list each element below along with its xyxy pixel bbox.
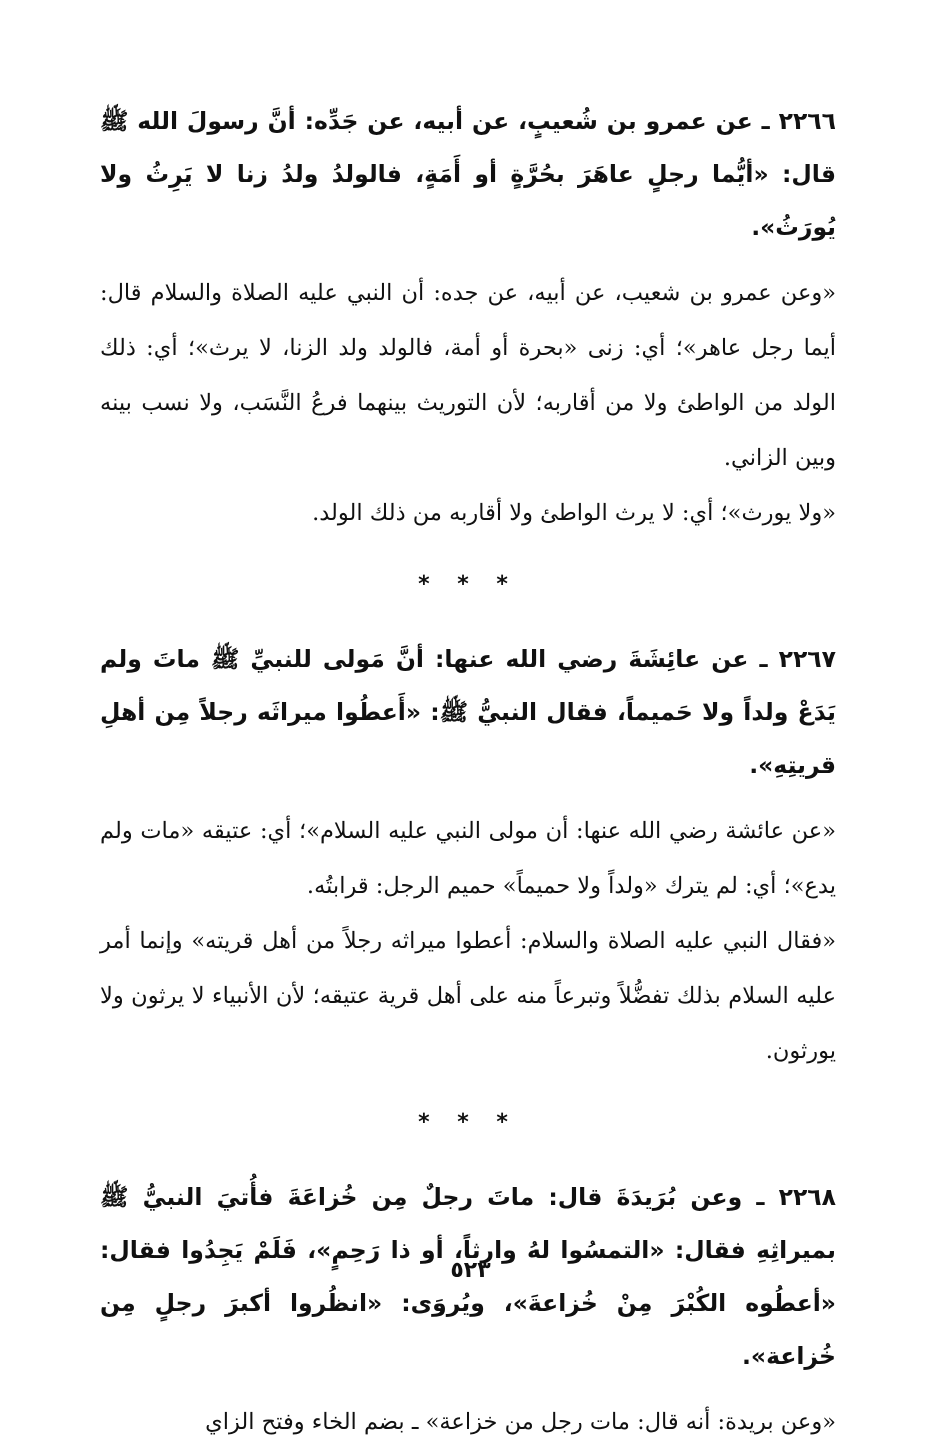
section-2266 xyxy=(100,95,836,541)
section-separator: * * * xyxy=(418,1110,518,1135)
hadith-text: ٢٢٦٨ ـ وعن بُرَيدَةَ قال: ماتَ رجلٌ مِن خُزاعَةَ فأُتيَ النبيُّ ﷺ بميراثِهِ فقال: «التمسُوا لهُ وارثاً، أو ذا رَحِمٍ»، فَلَمْ يَجِدُوا فقال: «أعطُوه الكُبْرَ مِنْ خُزاعةَ»، ويُروَى: «انظُروا أكبرَ رجلٍ مِن خُزاعة». xyxy=(100,1183,836,1370)
commentary-paragraph: «ولا يورث»؛ أي: لا يرث الواطئ ولا أقاربه من ذلك الولد. xyxy=(312,500,836,526)
commentary-paragraph: «عن عائشة رضي الله عنها: أن مولى النبي عليه السلام»؛ أي: عتيقه «مات ولم يدع»؛ أي: لم يترك «ولداً ولا حميماً» حميم الرجل: قرابتُه. xyxy=(100,818,836,899)
hadith-text: ٢٢٦٦ ـ عن عمرو بن شُعيبٍ، عن أبيه، عن جَدِّه: أنَّ رسولَ الله ﷺ قال: «أيُّما رجلٍ عاهَرَ بحُرَّةٍ أو أَمَةٍ، فالولدُ ولدُ زنا لا يَرِثُ ولا يُورَثُ». xyxy=(100,107,836,241)
commentary-paragraph: «فقال النبي عليه الصلاة والسلام: أعطوا ميراثه رجلاً من أهل قريته» وإنما أمر عليه السلام بذلك تفضُّلاً وتبرعاً منه على أهل قرية عتيقه؛ لأن الأنبياء لا يرثون ولا يورثون. xyxy=(100,928,836,1064)
commentary-paragraph: «وعن بريدة: أنه قال: مات رجل من خزاعة» ـ بضم الخاء وفتح الزاي xyxy=(205,1409,836,1435)
section-2267 xyxy=(100,633,836,1079)
hadith-text: ٢٢٦٧ ـ عن عائِشَةَ رضي الله عنها: أنَّ مَولى للنبيِّ ﷺ ماتَ ولم يَدَعْ ولداً ولا حَميماً، فقال النبيُّ ﷺ: «أَعطُوا ميراثَه رجلاً مِن أهلِ قريتِهِ». xyxy=(100,645,836,779)
section-separator: * * * xyxy=(418,572,518,597)
section-2268 xyxy=(100,1171,836,1450)
commentary-paragraph: «وعن عمرو بن شعيب، عن أبيه، عن جده: أن النبي عليه الصلاة والسلام قال: أيما رجل عاهر»؛ أي: زنى «بحرة أو أمة، فالولد ولد الزنا، لا يرث»؛ أي: ذلك الولد من الواطئ ولا من أقاربه؛ لأن التوريث بينهما فرعُ النَّسَب، ولا نسب بينه وبين الزاني. xyxy=(100,280,836,471)
page-number: ٥٢٣ xyxy=(450,1258,491,1283)
